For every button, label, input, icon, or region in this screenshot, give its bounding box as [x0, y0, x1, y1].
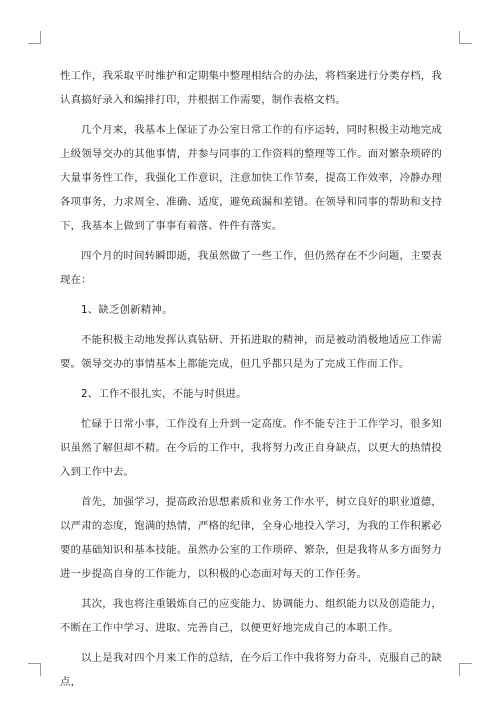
- paragraph: 其次，我也将注重锻炼自己的应变能力、协调能力、组织能力以及创造能力，不断在工作中学习、进取、完善自己，以便更好地完成自己的本职工作。: [60, 598, 442, 634]
- document-body: [60, 64, 442, 700]
- paragraph: 性工作，我采取平时维护和定期集中整理相结合的办法，将档案进行分类存档，我认真搞好录入和编排打印，并根据工作需要，制作表格文档。: [60, 70, 442, 106]
- paragraph: 首先，加强学习，提高政治思想素质和业务工作水平，树立良好的职业道德，以严肃的态度，饱满的热情，严格的纪律，全身心地投入学习，为我的工作积累必要的基础知识和基本技能。虽然办公室的工作琐碎、繁杂，但是我将从多方面努力进一步提高自身的工作能力，以积极的心态面对每天的工作任务。: [60, 496, 442, 580]
- paragraph: 不能积极主动地发挥认真钻研、开拓进取的精神，而是被动消极地适应工作需要。领导交办的事情基本上都能完成，但几乎都只是为了完成工作而工作。: [60, 334, 442, 370]
- crop-mark-top-right: [459, 31, 472, 44]
- paragraph: 几个月来，我基本上保证了办公室日常工作的有序运转，同时积极主动地完成上级领导交办的其他事情，并参与同事的工作资料的整理等工作。面对繁杂琐碎的大量事务性工作，我强化工作意识，注意加快工作节奏，提高工作效率，冷静办理各项事务，力求周全、准确、适度，避免疏漏和差错。在领导和同事的帮助和支持下，我基本上做到了事事有着落、件件有落实。: [60, 124, 442, 232]
- paragraph: 以上是我对四个月来工作的总结，在今后工作中我将努力奋斗，克服自己的缺点，: [60, 652, 442, 688]
- crop-mark-bottom-right: [459, 663, 472, 676]
- paragraph: 忙碌于日常小事，工作没有上升到一定高度。作不能专注于工作学习，很多知识虽然了解但却不精。在今后的工作中，我将努力改正自身缺点，以更大的热情投入到工作中去。: [60, 418, 442, 478]
- paragraph: 四个月的时间转瞬即逝，我虽然做了一些工作，但仍然存在不少问题，主要表现在：: [60, 250, 442, 286]
- crop-mark-top-left: [28, 31, 41, 44]
- list-heading: 2、工作不很扎实，不能与时俱进。: [81, 388, 247, 400]
- crop-mark-bottom-left: [28, 663, 41, 676]
- list-heading: 1、缺乏创新精神。: [81, 304, 173, 316]
